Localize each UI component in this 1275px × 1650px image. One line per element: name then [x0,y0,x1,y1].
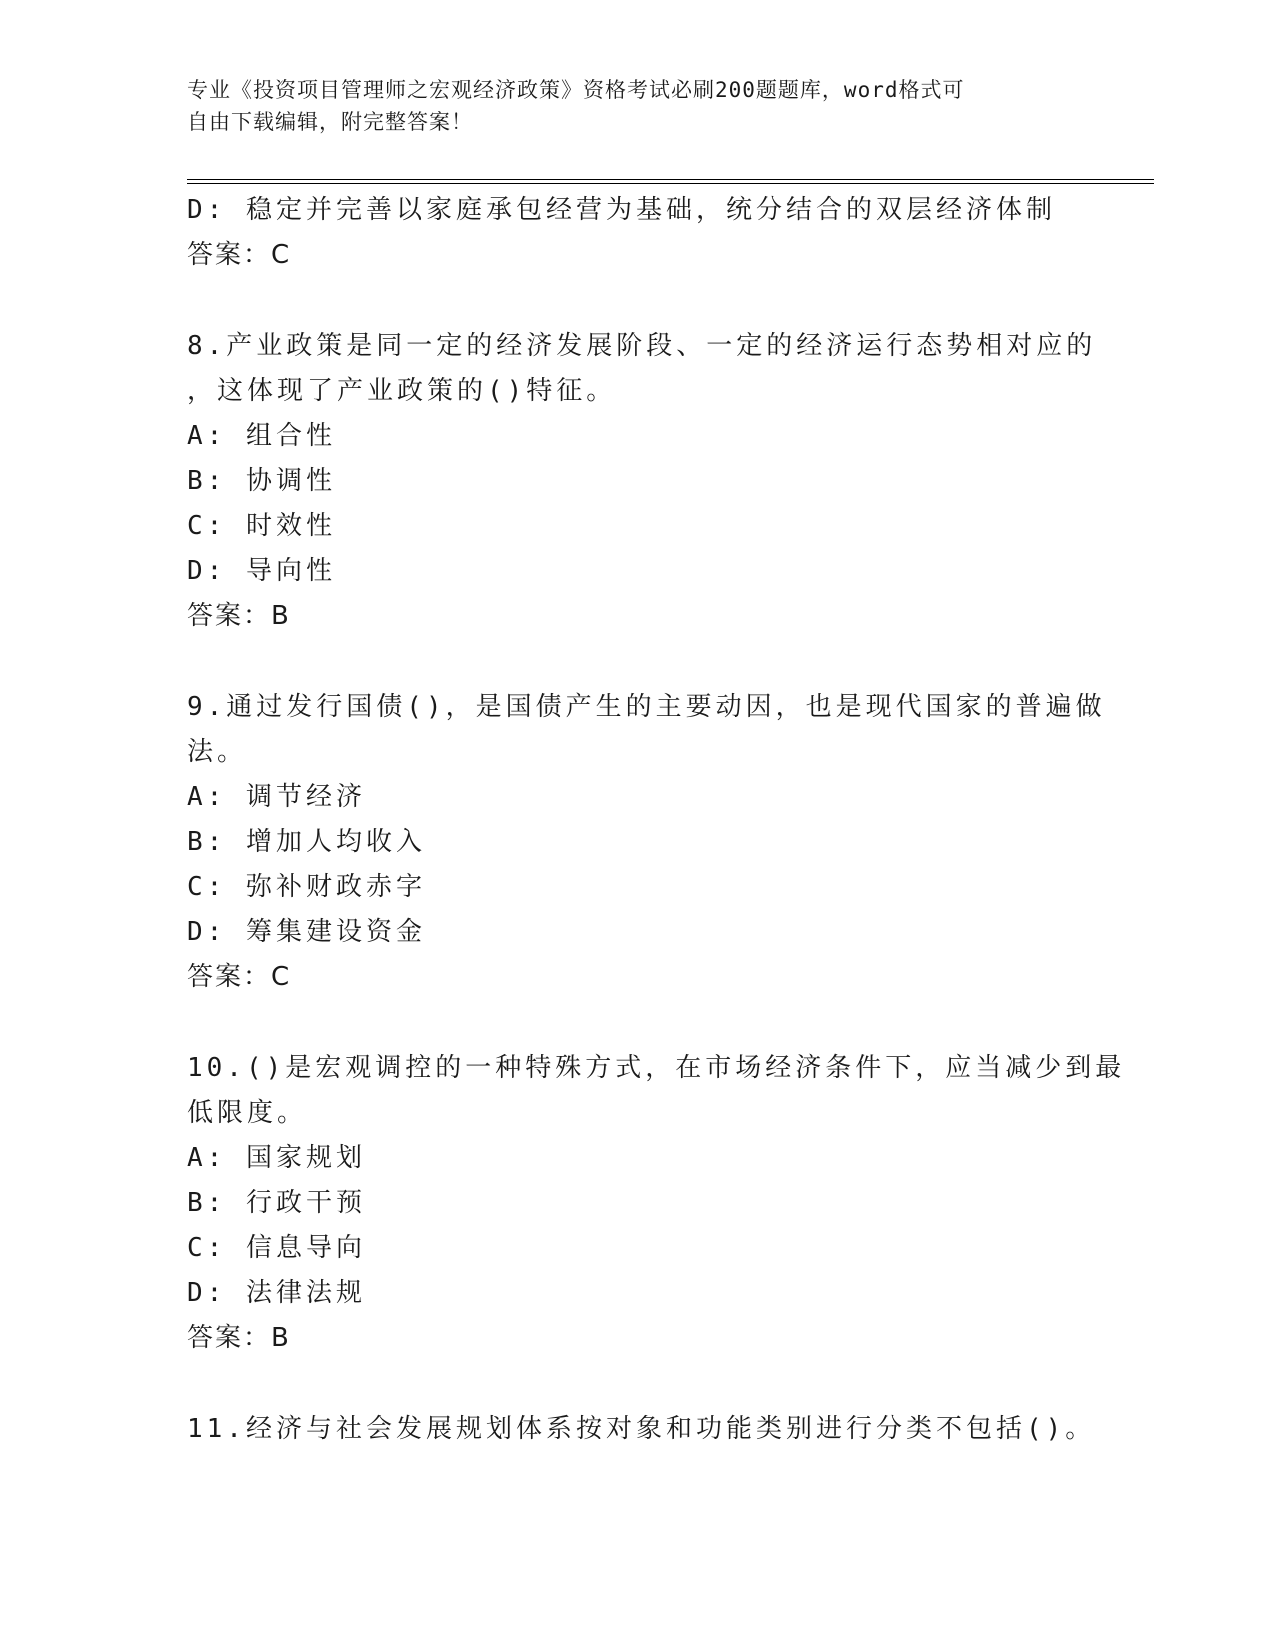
question-10 [187,1046,1126,1361]
option-b: B: 增加人均收入 [187,827,426,857]
answer-line: 答案：C [187,962,292,992]
question-stem: 9.通过发行国债()，是国债产生的主要动因，也是现代国家的普遍做 [187,692,1106,722]
question-stem-continued: ，这体现了产业政策的()特征。 [187,376,617,406]
option-a: A: 调节经济 [187,782,366,812]
answer-line: 答案：B [187,1323,291,1353]
answer-line: 答案：B [187,601,291,631]
question-stem: 8.产业政策是同一定的经济发展阶段、一定的经济运行态势相对应的 [187,331,1097,361]
question-9 [187,685,1106,1000]
document-header [187,74,1087,138]
option-c: C: 弥补财政赤字 [187,872,426,902]
option-b: B: 行政干预 [187,1188,366,1218]
option-a: A: 组合性 [187,421,336,451]
option-a: A: 国家规划 [187,1143,366,1173]
header-rule-bottom [187,183,1154,184]
answer-line: 答案：C [187,240,292,270]
question-11 [187,1407,1096,1452]
header-line-1: 专业《投资项目管理师之宏观经济政策》资格考试必刷200题题库，word格式可 [187,78,965,102]
question-stem-continued: 法。 [187,737,248,767]
option-c: C: 信息导向 [187,1233,366,1263]
option-c: C: 时效性 [187,511,336,541]
option-d: D: 导向性 [187,556,336,586]
document-body [187,188,1126,1452]
question-stem: 11.经济与社会发展规划体系按对象和功能类别进行分类不包括()。 [187,1414,1096,1444]
question-stem: 10.()是宏观调控的一种特殊方式，在市场经济条件下，应当减少到最 [187,1053,1126,1083]
header-line-2: 自由下载编辑，附完整答案！ [187,110,473,134]
question-fragment [187,188,1087,278]
header-rule-top [187,179,1154,180]
option-b: B: 协调性 [187,466,336,496]
option-d: D: 法律法规 [187,1278,366,1308]
question-8 [187,324,1097,639]
option-d: D: 筹集建设资金 [187,917,426,947]
option-d: D: 稳定并完善以家庭承包经营为基础，统分结合的双层经济体制 [187,195,1056,225]
question-stem-continued: 低限度。 [187,1098,308,1128]
